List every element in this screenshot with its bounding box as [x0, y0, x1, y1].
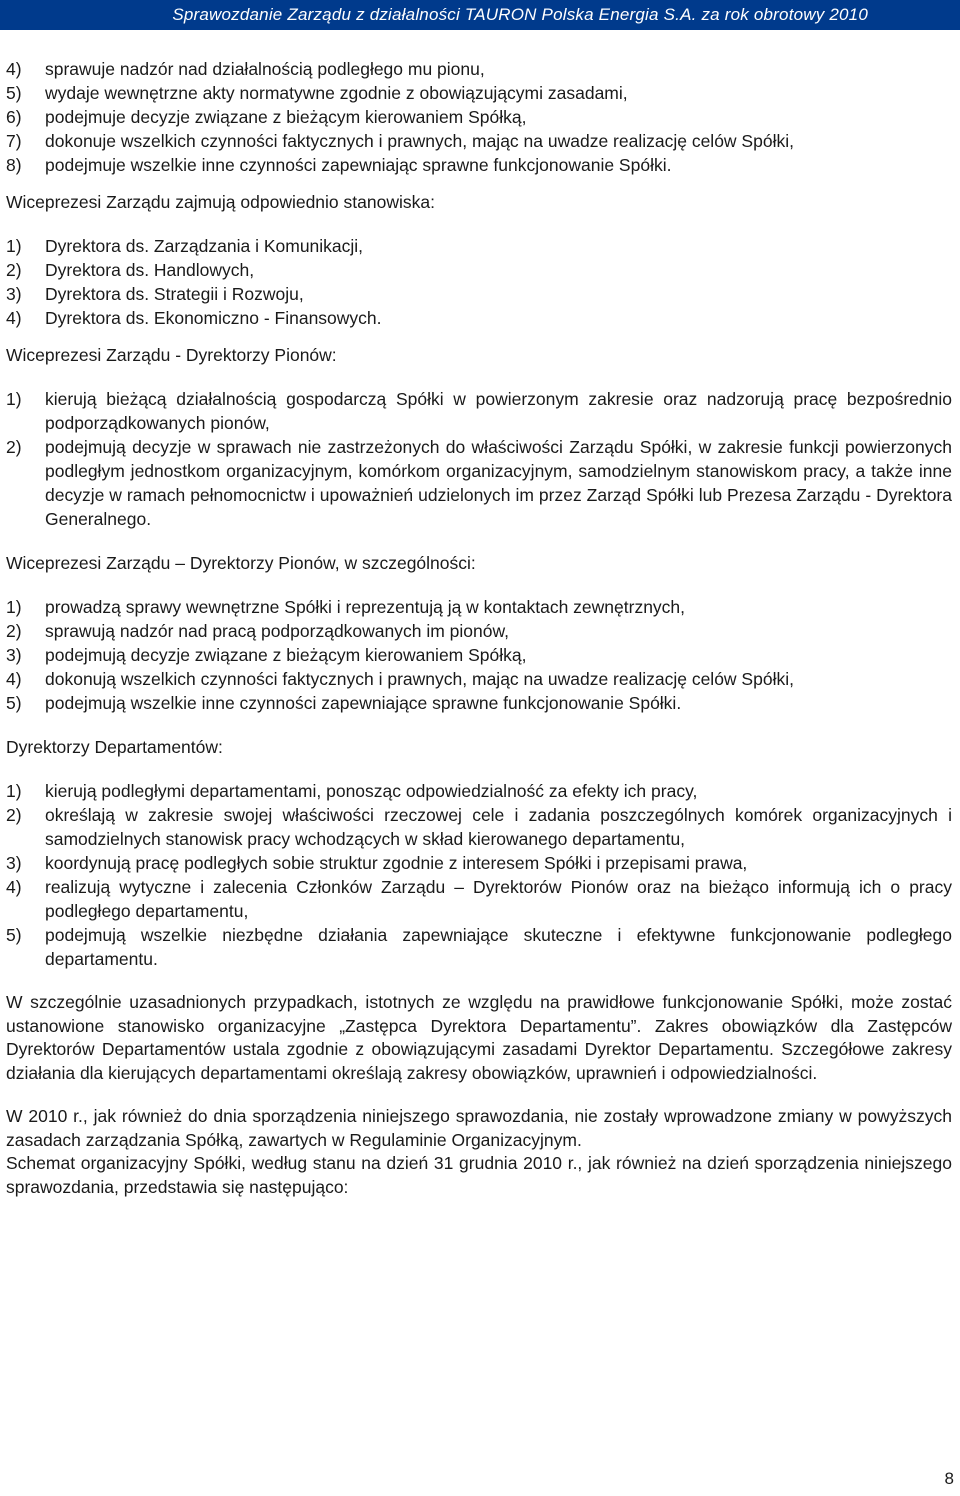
- list-item: 3) Dyrektora ds. Strategii i Rozwoju,: [6, 284, 304, 304]
- list-item: 4) sprawuje nadzór nad działalnością podległego mu pionu,: [6, 59, 485, 79]
- list-item: 2) Dyrektora ds. Handlowych,: [6, 260, 255, 280]
- list-item: 2) sprawują nadzór nad pracą podporządkowanych im pionów,: [6, 621, 510, 641]
- report-header: [0, 0, 960, 30]
- list-vp-detail: [6, 595, 952, 715]
- report-header-title: Sprawozdanie Zarządu z działalności TAURON Polska Energia S.A. za rok obrotowy 2010: [172, 5, 868, 24]
- list-item: 3) podejmują decyzje związane z bieżącym kierowaniem Spółką,: [6, 645, 527, 665]
- list-president-duties: [6, 57, 952, 177]
- list-item: 5) podejmują wszelkie inne czynności zapewniające sprawne funkcjonowanie Spółki.: [6, 693, 682, 713]
- list-item: 6) podejmuje decyzje związane z bieżącym kierowaniem Spółką,: [6, 107, 527, 127]
- page-number: 8: [944, 1469, 954, 1488]
- list-item: 1) kierują podległymi departamentami, ponosząc odpowiedzialność za efekty ich pracy,: [6, 781, 698, 801]
- list-item: 4) Dyrektora ds. Ekonomiczno - Finansowych.: [6, 308, 382, 328]
- list-item: 5) wydaje wewnętrzne akty normatywne zgodnie z obowiązującymi zasadami,: [6, 83, 628, 103]
- page-content: [0, 30, 960, 1199]
- list-vp-positions: [6, 234, 952, 330]
- list-item: 7) dokonuje wszelkich czynności faktycznych i prawnych, mając na uwadze realizację celów Spółki,: [6, 131, 794, 151]
- list-item: 4) dokonują wszelkich czynności faktycznych i prawnych, mając na uwadze realizację celów Spółki,: [6, 669, 794, 689]
- list-dept-directors: [6, 779, 952, 971]
- list-item: 5) podejmują wszelkie niezbędne działania zapewniające skuteczne i efektywne funkcjonowanie podległego departamentu.: [6, 925, 952, 969]
- paragraph-deputy-director: W szczególnie uzasadnionych przypadkach, istotnych ze względu na prawidłowe funkcjonowanie Spółki, może zostać ustanowione stanowisko organizacyjne „Zastępca Dyrektora Departamentu”. Zakres obowiązków dla Zastępców Dyrektorów Departamentów ustala zgodnie z obowiązującymi zasadami Dyrektor Departamentu. Szczegółowe zakresy działania dla kierujących departamentami określają zakresy obowiązków, uprawnień i odpowiedzialności.: [6, 992, 952, 1083]
- list-item: 1) prowadzą sprawy wewnętrzne Spółki i reprezentują ją w kontaktach zewnętrznych,: [6, 597, 686, 617]
- section-heading-vp-directors: Wiceprezesi Zarządu - Dyrektorzy Pionów:: [6, 345, 337, 365]
- paragraph-2010-changes: W 2010 r., jak również do dnia sporządzenia niniejszego sprawozdania, nie zostały wprowadzone zmiany w powyższych zasadach zarządzania Spółką, zawartych w Regulaminie Organizacyjnym.: [6, 1106, 952, 1150]
- list-vp-directors: [6, 387, 952, 531]
- paragraph-org-schema: Schemat organizacyjny Spółki, według stanu na dzień 31 grudnia 2010 r., jak również na dzień sporządzenia niniejszego sprawozdania, przedstawia się następująco:: [6, 1153, 952, 1197]
- section-heading-vp-detail: Wiceprezesi Zarządu – Dyrektorzy Pionów, w szczególności:: [6, 553, 476, 573]
- list-item: 3) koordynują pracę podległych sobie struktur zgodnie z interesem Spółki i przepisami prawa,: [6, 853, 748, 873]
- section-heading-dept-directors: Dyrektorzy Departamentów:: [6, 737, 223, 757]
- section-heading-vp-positions: Wiceprezesi Zarządu zajmują odpowiednio stanowiska:: [6, 192, 435, 212]
- list-item: 1) kierują bieżącą działalnością gospodarczą Spółki w powierzonym zakresie oraz nadzorują pracę bezpośrednio podporządkowanych pionów,: [6, 389, 952, 433]
- list-item: 4) realizują wytyczne i zalecenia Członków Zarządu – Dyrektorów Pionów oraz na bieżąco informują ich o pracy podległego departamentu,: [6, 877, 952, 921]
- list-item: 2) określają w zakresie swojej właściwości rzeczowej cele i zadania poszczególnych komórek organizacyjnych i samodzielnych stanowisk pracy wchodzących w skład kierowanego departamentu,: [6, 805, 952, 849]
- list-item: 1) Dyrektora ds. Zarządzania i Komunikacji,: [6, 236, 364, 256]
- list-item: 2) podejmują decyzje w sprawach nie zastrzeżonych do właściwości Zarządu Spółki, w zakresie funkcji powierzonych podległym jednostkom organizacyjnym, komórkom organizacyjnym, samodzielnym stanowiskom pracy, a także inne decyzje w ramach pełnomocnictw i upoważnień udzielonych im przez Zarząd Spółki lub Prezesa Zarządu - Dyrektora Generalnego.: [6, 437, 952, 529]
- list-item: 8) podejmuje wszelkie inne czynności zapewniając sprawne funkcjonowanie Spółki.: [6, 155, 672, 175]
